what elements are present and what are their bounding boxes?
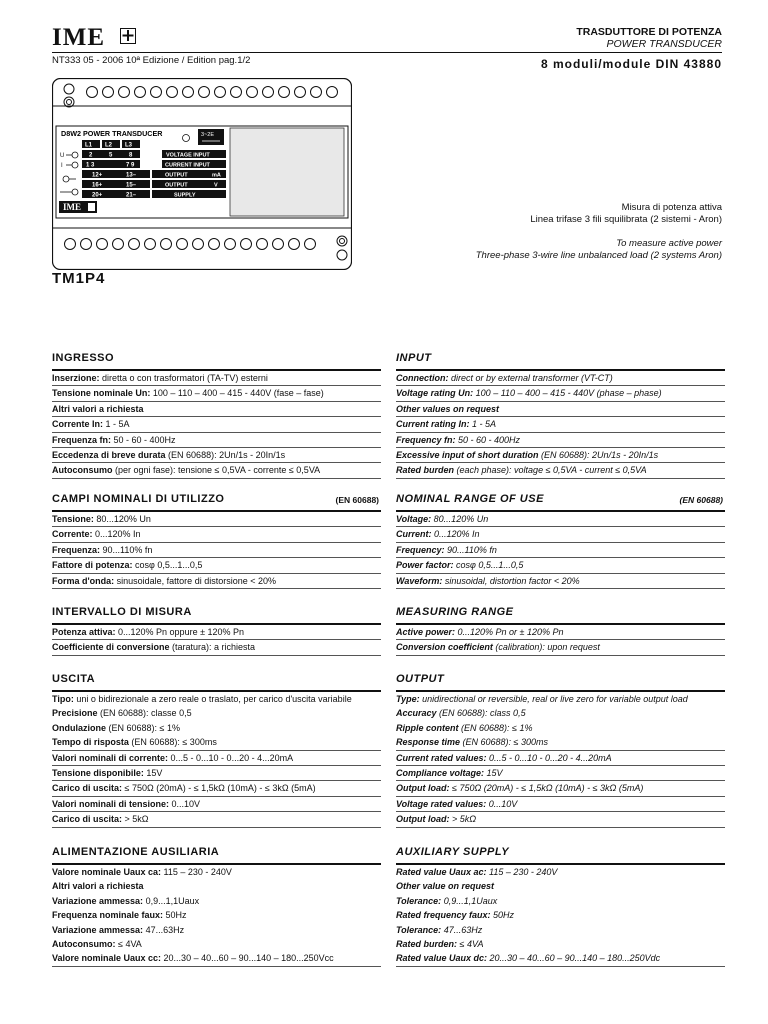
device-brand: IME xyxy=(63,202,81,212)
spec-value: 90...110% fn xyxy=(444,544,497,555)
spec-row xyxy=(396,781,725,796)
spec-label: Output load: xyxy=(396,814,450,825)
spec-row xyxy=(52,937,381,951)
spec-value: 15V xyxy=(143,767,163,778)
spec-value: 80...120% Un xyxy=(93,514,151,524)
spec-value: ≤ 4VA xyxy=(115,938,142,949)
spec-value: 100 – 110 – 400 – 415 - 440V (phase – phase) xyxy=(473,388,662,399)
spec-value: 115 – 230 - 240V xyxy=(161,867,232,877)
section-title: USCITA xyxy=(52,673,381,692)
spec-value: direct or by external transformer (VT-CT) xyxy=(448,373,613,383)
spec-row xyxy=(396,766,725,781)
terminal-out1-neg: 13– xyxy=(126,172,137,179)
spec-row xyxy=(396,463,725,478)
spec-rows xyxy=(52,512,381,589)
spec-row xyxy=(396,640,725,655)
spec-value: 15V xyxy=(484,767,503,778)
output-v-unit: V xyxy=(214,182,218,189)
spec-row xyxy=(396,865,725,879)
spec-value: (EN 60688): 2Un/1s - 20In/1s xyxy=(165,449,286,460)
spec-row xyxy=(52,463,381,478)
output-ma-unit: mA xyxy=(212,172,221,179)
spec-value: 47...63Hz xyxy=(441,924,483,935)
spec-label: Corrente: xyxy=(52,529,93,540)
spec-label: Current: xyxy=(396,529,432,540)
section-ingresso xyxy=(52,352,381,479)
spec-label: Tensione nominale Un: xyxy=(52,388,151,399)
description-english xyxy=(422,238,722,262)
device-label: D8W2 POWER TRANSDUCER xyxy=(61,129,163,138)
spec-label: Variazione ammessa: xyxy=(52,924,144,935)
spec-value: 90...110% fn xyxy=(100,544,153,555)
spec-label: Valore nominale Uaux cc: xyxy=(52,953,162,964)
section-title-text: NOMINAL RANGE OF USE xyxy=(396,493,544,505)
terminal-supply-pos: 20+ xyxy=(92,192,103,199)
spec-value: 80...120% Un xyxy=(431,514,489,524)
spec-value: (per ogni fase): tensione ≤ 0,5VA - corrente ≤ 0,5VA xyxy=(112,465,321,476)
spec-value: (each phase): voltage ≤ 0,5VA - current ≤ 0,5VA xyxy=(454,465,647,476)
spec-value: 0,9...1,1Uaux xyxy=(143,895,200,906)
spec-row xyxy=(52,386,381,401)
spec-value: 0,9...1,1Uaux xyxy=(441,895,498,906)
spec-row xyxy=(52,692,381,706)
spec-row xyxy=(52,527,381,542)
spec-value: (EN 60688): classe 0,5 xyxy=(97,708,192,719)
spec-value: 0...120% In xyxy=(431,529,480,540)
spec-row xyxy=(396,402,725,417)
spec-label: Ondulazione xyxy=(52,722,106,733)
spec-value: 20...30 – 40...60 – 90...140 – 180...250Vcc xyxy=(161,953,334,964)
spec-row xyxy=(396,751,725,766)
document-reference: NT333 05 - 2006 10ª Edizione / Edition pag.1/2 xyxy=(52,55,251,66)
spec-row xyxy=(52,433,381,448)
spec-row xyxy=(52,512,381,527)
spec-label: Excessive input of short duration xyxy=(396,449,539,460)
spec-row xyxy=(396,386,725,401)
terminal-out2-pos: 16+ xyxy=(92,182,103,189)
spec-label: Variazione ammessa: xyxy=(52,895,144,906)
terminal-out2-neg: 15– xyxy=(126,182,137,189)
spec-row xyxy=(52,812,381,827)
section-title: OUTPUT xyxy=(396,673,725,692)
spec-label: Waveform: xyxy=(396,575,443,586)
spec-row xyxy=(396,894,725,908)
terminal-supply-neg: 21– xyxy=(126,192,137,199)
output-v-label: OUTPUT xyxy=(165,182,188,189)
spec-value: 0...10V xyxy=(169,798,201,809)
spec-label: Compliance voltage: xyxy=(396,767,485,778)
brand-logo: IME xyxy=(52,24,105,51)
spec-value: cosφ 0,5...1...0,5 xyxy=(132,560,203,571)
current-input-label: CURRENT INPUT xyxy=(165,162,210,169)
spec-row xyxy=(52,721,381,735)
spec-row xyxy=(52,894,381,908)
spec-label: Rated burden xyxy=(396,465,455,476)
spec-row xyxy=(396,706,725,720)
title-english: POWER TRANSDUCER xyxy=(606,38,722,50)
spec-row xyxy=(52,781,381,796)
spec-row xyxy=(396,951,725,966)
model-number: TM1P4 xyxy=(52,270,106,287)
current-symbol: I xyxy=(61,163,63,169)
spec-label: Voltage rated values: xyxy=(396,798,487,809)
spec-row xyxy=(396,371,725,386)
section-alimentazione xyxy=(52,846,381,967)
spec-label: Autoconsumo xyxy=(52,465,113,476)
spec-row xyxy=(396,721,725,735)
spec-row xyxy=(52,865,381,879)
spec-value: 47...63Hz xyxy=(143,924,185,935)
spec-label: Output load: xyxy=(396,783,450,794)
terminal-L1: L1 xyxy=(85,142,93,149)
spec-label: Power factor: xyxy=(396,560,454,571)
section-title: INGRESSO xyxy=(52,352,381,371)
spec-rows xyxy=(52,371,381,479)
spec-rows xyxy=(52,692,381,828)
spec-label: Tolerance: xyxy=(396,895,442,906)
spec-label: Frequenza nominale faux: xyxy=(52,910,164,921)
description-it-line2: Linea trifase 3 fili squilibrata (2 sistemi - Aron) xyxy=(530,214,722,225)
section-nominal-range xyxy=(396,493,725,589)
section-auxiliary-supply xyxy=(396,846,725,967)
spec-row xyxy=(52,879,381,893)
spec-value: 50 - 60 - 400Hz xyxy=(455,434,521,445)
spec-value: ≤ 750Ω (20mA) - ≤ 1,5kΩ (10mA) - ≤ 3kΩ (5mA) xyxy=(122,783,316,794)
spec-label: Forma d'onda: xyxy=(52,575,115,586)
spec-label: Fattore di potenza: xyxy=(52,560,133,571)
header-divider xyxy=(52,52,722,53)
spec-value: diretta o con trasformatori (TA-TV) esterni xyxy=(99,373,268,383)
spec-label: Potenza attiva: xyxy=(52,627,116,637)
spec-label: Rated burden: xyxy=(396,938,458,949)
spec-rows xyxy=(396,371,725,479)
spec-label: Altri valori a richiesta xyxy=(52,403,144,414)
spec-label: Valore nominale Uaux ca: xyxy=(52,867,162,877)
spec-value: 50 - 60 - 400Hz xyxy=(111,434,176,445)
spec-label: Valori nominali di tensione: xyxy=(52,798,170,809)
spec-row xyxy=(396,625,725,640)
spec-row xyxy=(52,543,381,558)
spec-row xyxy=(396,558,725,573)
section-intervallo-misura xyxy=(52,606,381,656)
spec-label: Altri valori a richiesta xyxy=(52,881,144,892)
spec-label: Connection: xyxy=(396,373,449,383)
spec-label: Frequenza fn: xyxy=(52,434,112,445)
section-title-text: CAMPI NOMINALI DI UTILIZZO xyxy=(52,493,225,505)
spec-row xyxy=(396,417,725,432)
spec-value: 100 – 110 – 400 – 415 - 440V (fase – fase) xyxy=(150,388,324,399)
spec-value: 0...120% Pn oppure ± 120% Pn xyxy=(115,627,245,637)
spec-label: Rated value Uaux ac: xyxy=(396,867,487,877)
terminal-out1-pos: 12+ xyxy=(92,172,103,179)
phase-badge: 3~2E xyxy=(201,132,214,138)
spec-value: (EN 60688): class 0,5 xyxy=(436,708,526,719)
spec-row xyxy=(396,812,725,827)
spec-label: Other value on request xyxy=(396,881,495,892)
spec-row xyxy=(52,402,381,417)
voltage-symbol: U xyxy=(60,153,65,159)
spec-label: Frequency fn: xyxy=(396,434,456,445)
spec-value: (EN 60688): ≤ 300ms xyxy=(128,737,217,748)
spec-value: uni o bidirezionale a zero reale o traslato, per carico d'uscita variabile xyxy=(73,694,352,704)
spec-rows xyxy=(396,865,725,967)
spec-value: > 5kΩ xyxy=(449,814,477,825)
spec-value: (EN 60688): 2Un/1s - 20In/1s xyxy=(538,449,659,460)
spec-value: 115 – 230 - 240V xyxy=(486,867,558,877)
spec-label: Coefficiente di conversione xyxy=(52,642,170,653)
spec-value: (EN 60688): ≤ 1% xyxy=(106,722,180,733)
description-en-line1: To measure active power xyxy=(616,238,722,249)
spec-row xyxy=(396,574,725,589)
spec-label: Type: xyxy=(396,694,420,704)
spec-label: Tipo: xyxy=(52,694,74,704)
spec-label: Ripple content xyxy=(396,722,459,733)
section-output xyxy=(396,673,725,828)
spec-label: Current rated values: xyxy=(396,752,487,763)
spec-value: cosφ 0,5...1...0,5 xyxy=(453,560,524,571)
spec-row xyxy=(396,433,725,448)
spec-row xyxy=(52,448,381,463)
spec-row xyxy=(52,640,381,655)
spec-value: 1 - 5A xyxy=(469,419,497,430)
spec-label: Voltage rating Un: xyxy=(396,388,474,399)
spec-row xyxy=(52,625,381,640)
spec-row xyxy=(396,923,725,937)
spec-value: sinusoidale, fattore di distorsione < 20% xyxy=(114,575,276,586)
spec-label: Conversion coefficient xyxy=(396,642,493,653)
spec-row xyxy=(52,371,381,386)
spec-label: Carico di uscita: xyxy=(52,814,123,825)
spec-value: (calibration): upon request xyxy=(492,642,600,653)
spec-row xyxy=(52,797,381,812)
spec-row xyxy=(52,558,381,573)
spec-value: 0...5 - 0...10 - 0...20 - 4...20mA xyxy=(486,752,612,763)
section-title xyxy=(396,493,725,512)
spec-value: 50Hz xyxy=(163,910,187,921)
spec-row xyxy=(396,527,725,542)
spec-label: Corrente In: xyxy=(52,419,104,430)
spec-label: Tempo di risposta xyxy=(52,737,129,748)
spec-row xyxy=(52,735,381,750)
spec-label: Active power: xyxy=(396,627,456,637)
spec-value: (taratura): a richiesta xyxy=(169,642,256,653)
spec-row xyxy=(396,908,725,922)
spec-label: Valori nominali di corrente: xyxy=(52,752,169,763)
spec-row xyxy=(52,706,381,720)
title-italian: TRASDUTTORE DI POTENZA xyxy=(576,26,722,38)
device-illustration xyxy=(52,78,352,270)
spec-row xyxy=(52,908,381,922)
brand-mark-icon xyxy=(120,28,136,44)
spec-row xyxy=(52,951,381,966)
section-uscita xyxy=(52,673,381,828)
section-title: INTERVALLO DI MISURA xyxy=(52,606,381,625)
spec-value: 1 - 5A xyxy=(103,419,130,430)
section-title: AUXILIARY SUPPLY xyxy=(396,846,725,865)
spec-label: Tensione disponibile: xyxy=(52,767,144,778)
spec-label: Frequenza: xyxy=(52,544,101,555)
section-title xyxy=(52,493,381,512)
spec-label: Eccedenza di breve durata xyxy=(52,449,166,460)
spec-rows xyxy=(396,625,725,656)
spec-row xyxy=(52,417,381,432)
spec-row xyxy=(52,766,381,781)
section-title: ALIMENTAZIONE AUSILIARIA xyxy=(52,846,381,865)
description-it-line1: Misura di potenza attiva xyxy=(621,202,722,213)
spec-value: 50Hz xyxy=(490,910,515,921)
spec-row xyxy=(52,923,381,937)
section-measuring-range xyxy=(396,606,725,656)
spec-value: ≤ 750Ω (20mA) - ≤ 1,5kΩ (10mA) - ≤ 3kΩ (5mA) xyxy=(449,783,644,794)
spec-rows xyxy=(396,512,725,589)
spec-value: > 5kΩ xyxy=(122,814,149,825)
spec-label: Other values on request xyxy=(396,403,500,414)
spec-label: Response time xyxy=(396,737,461,748)
spec-value: ≤ 4VA xyxy=(457,938,484,949)
spec-value: 0...120% Pn or ± 120% Pn xyxy=(455,627,564,637)
output-ma-label: OUTPUT xyxy=(165,172,188,179)
spec-value: 20...30 – 40...60 – 90...140 – 180...250Vdc xyxy=(487,953,661,964)
section-title: MEASURING RANGE xyxy=(396,606,725,625)
spec-rows xyxy=(52,625,381,656)
spec-row xyxy=(52,751,381,766)
standard-ref: (EN 60688) xyxy=(335,495,379,505)
spec-label: Tolerance: xyxy=(396,924,442,935)
section-title: INPUT xyxy=(396,352,725,371)
terminal-v2: 5 xyxy=(109,152,113,159)
spec-row xyxy=(396,512,725,527)
spec-row xyxy=(396,879,725,893)
section-campi-nominali xyxy=(52,493,381,589)
spec-label: Rated frequency faux: xyxy=(396,910,491,921)
spec-label: Rated value Uaux dc: xyxy=(396,953,488,964)
spec-label: Autoconsumo: xyxy=(52,938,116,949)
standard-ref: (EN 60688) xyxy=(679,495,723,505)
terminal-i1: 1 3 xyxy=(86,162,95,169)
spec-label: Accuracy xyxy=(396,708,437,719)
spec-rows xyxy=(396,692,725,828)
spec-value: (EN 60688): ≤ 1% xyxy=(458,722,533,733)
spec-row xyxy=(396,735,725,750)
spec-label: Tensione: xyxy=(52,514,94,524)
spec-value: sinusoidal, distortion factor < 20% xyxy=(442,575,580,586)
spec-label: Carico di uscita: xyxy=(52,783,123,794)
spec-row xyxy=(52,574,381,589)
module-size: 8 moduli/module DIN 43880 xyxy=(540,57,722,71)
spec-value: (EN 60688): ≤ 300ms xyxy=(460,737,549,748)
terminal-i2: 7 9 xyxy=(126,162,135,169)
spec-row xyxy=(396,543,725,558)
spec-label: Precisione xyxy=(52,708,98,719)
spec-value: 0...5 - 0...10 - 0...20 - 4...20mA xyxy=(168,752,294,763)
spec-value: unidirectional or reversible, real or live zero for variable output load xyxy=(419,694,688,704)
spec-row xyxy=(396,937,725,951)
spec-row xyxy=(396,692,725,706)
voltage-input-label: VOLTAGE INPUT xyxy=(166,152,210,159)
terminal-v3: 8 xyxy=(129,152,133,159)
section-input xyxy=(396,352,725,479)
spec-label: Current rating In: xyxy=(396,419,470,430)
spec-label: Voltage: xyxy=(396,514,432,524)
spec-value: 0...10V xyxy=(486,798,518,809)
spec-row xyxy=(396,448,725,463)
spec-label: Frequency: xyxy=(396,544,445,555)
spec-rows xyxy=(52,865,381,967)
terminal-v1: 2 xyxy=(89,152,93,159)
supply-label: SUPPLY xyxy=(174,192,196,199)
terminal-L2: L2 xyxy=(105,142,113,149)
terminal-L3: L3 xyxy=(125,142,133,149)
description-en-line2: Three-phase 3-wire line unbalanced load (2 systems Aron) xyxy=(475,250,722,261)
spec-value: 0...120% In xyxy=(92,529,141,540)
description-italian xyxy=(422,202,722,226)
spec-label: Inserzione: xyxy=(52,373,100,383)
spec-row xyxy=(396,797,725,812)
